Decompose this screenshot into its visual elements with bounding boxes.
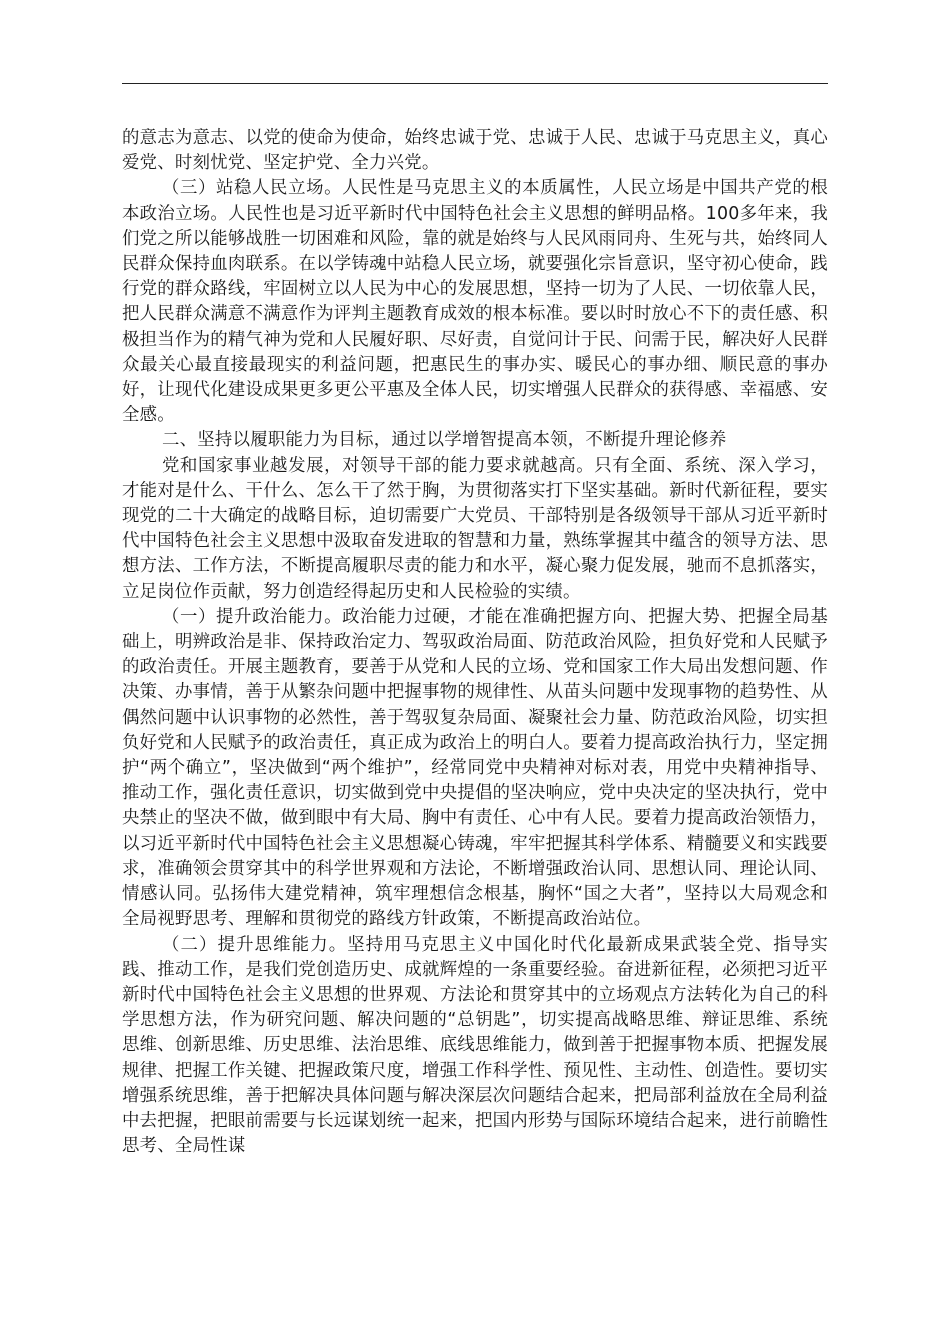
paragraph-capability-intro: 党和国家事业越发展，对领导干部的能力要求就越高。只有全面、系统、深入学习，才能对是什么、干什么、怎么干了然于胸，为贯彻落实打下坚实基础。新时代新征程，要实现党的二十大确定的战略目标，迫切需要广大党员、干部特别是各级领导干部从习近平新时代中国特色社会主义思想中汲取奋发进取的智慧和力量，熟练掌握其中蕴含的领导方法、思想方法、工作方法，不断提高履职尽责的能力和水平，凝心聚力促发展，驰而不息抓落实，立足岗位作贡献，努力创造经得起历史和人民检验的实绩。 [122,455,828,602]
paragraph-continued: 的意志为意志、以党的使命为使命，始终忠诚于党、忠诚于人民、忠诚于马克思主义，真心爱党、时刻忧党、坚定护党、全力兴党。 [122,128,828,174]
paragraph-political-capability: （一）提升政治能力。政治能力过硬，才能在准确把握方向、把握大势、把握全局基础上，明辨政治是非、保持政治定力、驾驭政治局面、防范政治风险，担负好党和人民赋予的政治责任。开展主题教育，要善于从党和人民的立场、党和国家工作大局出发想问题、作决策、办事情，善于从繁杂问题中把握事物的规律性、从苗头问题中发现事物的趋势性、从偶然问题中认识事物的必然性，善于驾驭复杂局面、凝聚社会力量、防范政治风险，切实担负好党和人民赋予的政治责任，真正成为政治上的明白人。要着力提高政治执行力，坚定拥护“两个确立”，坚决做到“两个维护”，经常同党中央精神对标对表，用党中央精神指导、推动工作，强化责任意识，切实做到党中央提倡的坚决响应，党中央决定的坚决执行，党中央禁止的坚决不做，做到眼中有大局、胸中有责任、心中有人民。要着力提高政治领悟力，以习近平新时代中国特色社会主义思想凝心铸魂，牢牢把握其科学体系、精髓要义和实践要求，准确领会贯穿其中的科学世界观和方法论，不断增强政治认同、思想认同、理论认同、情感认同。弘扬伟大建党精神，筑牢理想信念根基，胸怀“国之大者”，坚持以大局观念和全局视野思考、理解和贯彻党的路线方针政策，不断提高政治站位。 [122,606,828,930]
paragraph-people-stance: （三）站稳人民立场。人民性是马克思主义的本质属性，人民立场是中国共产党的根本政治立场。人民性也是习近平新时代中国特色社会主义思想的鲜明品格。100多年来，我们党之所以能够战胜一切困难和风险，靠的就是始终与人民风雨同舟、生死与共，始终同人民群众保持血肉联系。在以学铸魂中站稳人民立场，就要强化宗旨意识，坚守初心使命，践行党的群众路线，牢固树立以人民为中心的发展思想，坚持一切为了人民、一切依靠人民，把人民群众满意不满意作为评判主题教育成效的根本标准。要以时时放心不下的责任感、积极担当作为的精气神为党和人民履好职、尽好责，自觉问计于民、问需于民，解决好人民群众最关心最直接最现实的利益问题，把惠民生的事办实、暖民心的事办细、顺民意的事办好，让现代化建设成果更多更公平惠及全体人民，切实增强人民群众的获得感、幸福感、安全感。 [122,178,828,426]
header-rule [122,83,828,84]
section-heading-two: 二、坚持以履职能力为目标，通过以学增智提高本领，不断提升理论修养 [162,430,727,451]
document-body [122,126,828,1159]
paragraph-thinking-capability: （二）提升思维能力。坚持用马克思主义中国化时代化最新成果武装全党、指导实践、推动工作，是我们党创造历史、成就辉煌的一条重要经验。奋进新征程，必须把习近平新时代中国特色社会主义思想的世界观、方法论和贯穿其中的立场观点方法转化为自己的科学思想方法，作为研究问题、解决问题的“总钥匙”，切实提高战略思维、辩证思维、系统思维、创新思维、历史思维、法治思维、底线思维能力，做到善于把握事物本质、把握发展规律、把握工作关键、把握政策尺度，增强工作科学性、预见性、主动性、创造性。要切实增强系统思维，善于把解决具体问题与解决深层次问题结合起来，把局部利益放在全局利益中去把握，把眼前需要与长远谋划统一起来，把国内形势与国际环境结合起来，进行前瞻性思考、全局性谋 [122,934,828,1157]
